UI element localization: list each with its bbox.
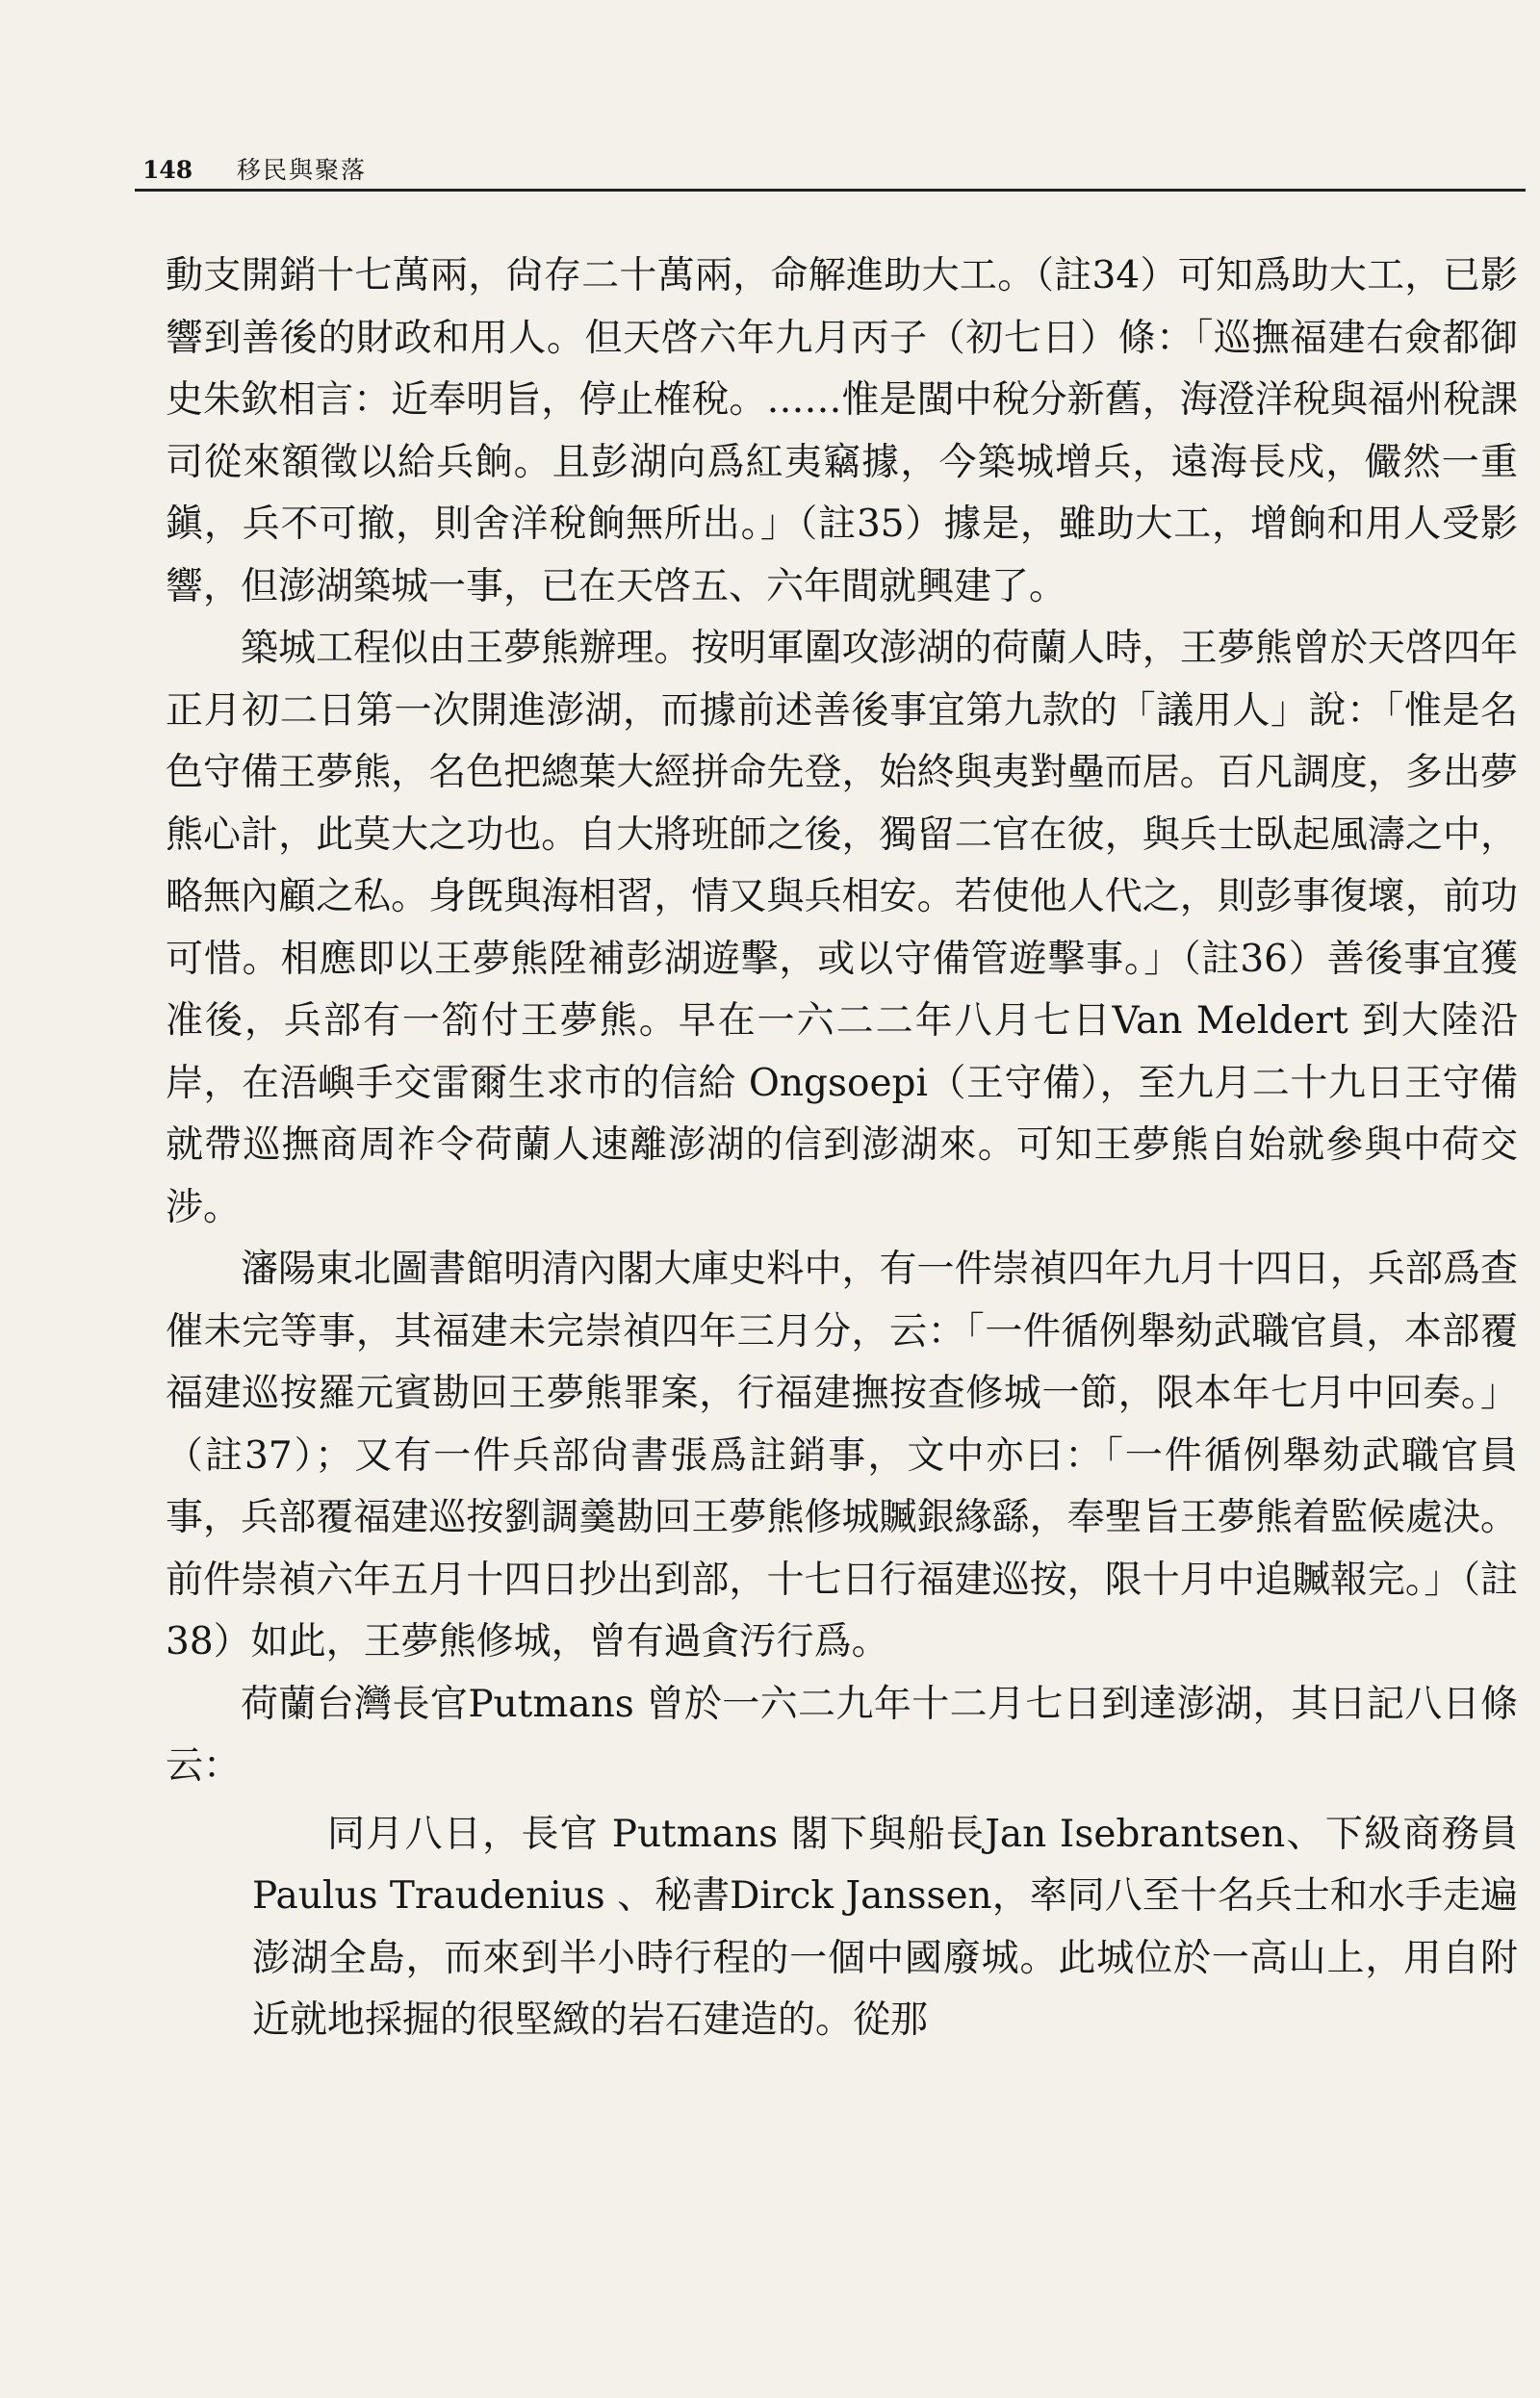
paragraph: 築城工程似由王夢熊辦理。按明軍圍攻澎湖的荷蘭人時，王夢熊曾於天啓四年正月初二日第一次開進澎湖，而據前述善後事宜第九款的「議用人」說：「惟是名色守備王夢熊，名色把總葉大經拼命先登，始終與夷對壘而居。百凡調度，多出夢熊心計，此莫大之功也。自大將班師之後，獨留二官在彼，與兵士臥起風濤之中，略無內顧之私。身旣與海相習，情又與兵相安。若使他人代之，則彭事復壞，前功可惜。相應即以王夢熊陞補彭湖遊擊，或以守備管遊擊事。」（註36）善後事宜獲准後，兵部有一箚付王夢熊。早在一六二二年八月七日Van Meldert 到大陸沿岸，在浯嶼手交雷爾生求市的信給 Ongsoepi（王守備），至九月二十九日王守備就帶巡撫商周祚令荷蘭人速離澎湖的信到澎湖來。可知王夢熊自始就參與中荷交涉。 [166,627,1518,1229]
running-title: 移民與聚落 [237,156,368,184]
paragraph: 動支開銷十七萬兩，尙存二十萬兩，命解進助大工。（註34）可知爲助大工，已影響到善後的財政和用人。但天啓六年九月丙子（初七日）條：「巡撫福建右僉都御史朱欽相言：近奉明旨，停止榷稅。……惟是閩中稅分新舊，海澄洋稅與福州稅課司從來額徵以給兵餉。且彭湖向爲紅夷竊據，今築城增兵，遠海長戍，儼然一重鎭，兵不可撤，則舍洋稅餉無所出。」（註35）據是，雖助大工，增餉和用人受影響，但澎湖築城一事，已在天啓五、六年間就興建了。 [166,254,1518,608]
block-quote: 同月八日，長官 Putmans 閣下與船長Jan Isebrantsen、下級商務員Paulus Traudenius 、秘書Dirck Janssen，率同八至十名兵士和水手走遍澎湖全島，而來到半小時行程的一個中國廢城。此城位於一高山上，用自附近就地採掘的很堅緻的岩石建造的。從那 [252,1812,1518,2042]
page-header [135,152,1521,189]
paragraph: 瀋陽東北圖書館明清內閣大庫史料中，有一件崇禎四年九月十四日，兵部爲查催未完等事，其福建未完崇禎四年三月分，云：「一件循例舉劾武職官員，本部覆福建巡按羅元賓勘回王夢熊罪案，行福建撫按查修城一節，限本年七月中回奏。」（註37）；又有一件兵部尙書張爲註銷事，文中亦曰：「一件循例舉劾武職官員事，兵部覆福建巡按劉調羹勘回王夢熊修城贓銀緣繇，奉聖旨王夢熊着監候處決。前件崇禎六年五月十四日抄出到部，十七日行福建巡按，限十月中追贓報完。」（註38）如此，王夢熊修城，曾有過貪汚行爲。 [166,1248,1518,1663]
body-text [166,245,1518,2052]
header-rule [135,189,1526,192]
page-number: 148 [142,156,193,184]
paragraph: 荷蘭台灣長官Putmans 曾於一六二九年十二月七日到達澎湖，其日記八日條云： [166,1682,1518,1788]
